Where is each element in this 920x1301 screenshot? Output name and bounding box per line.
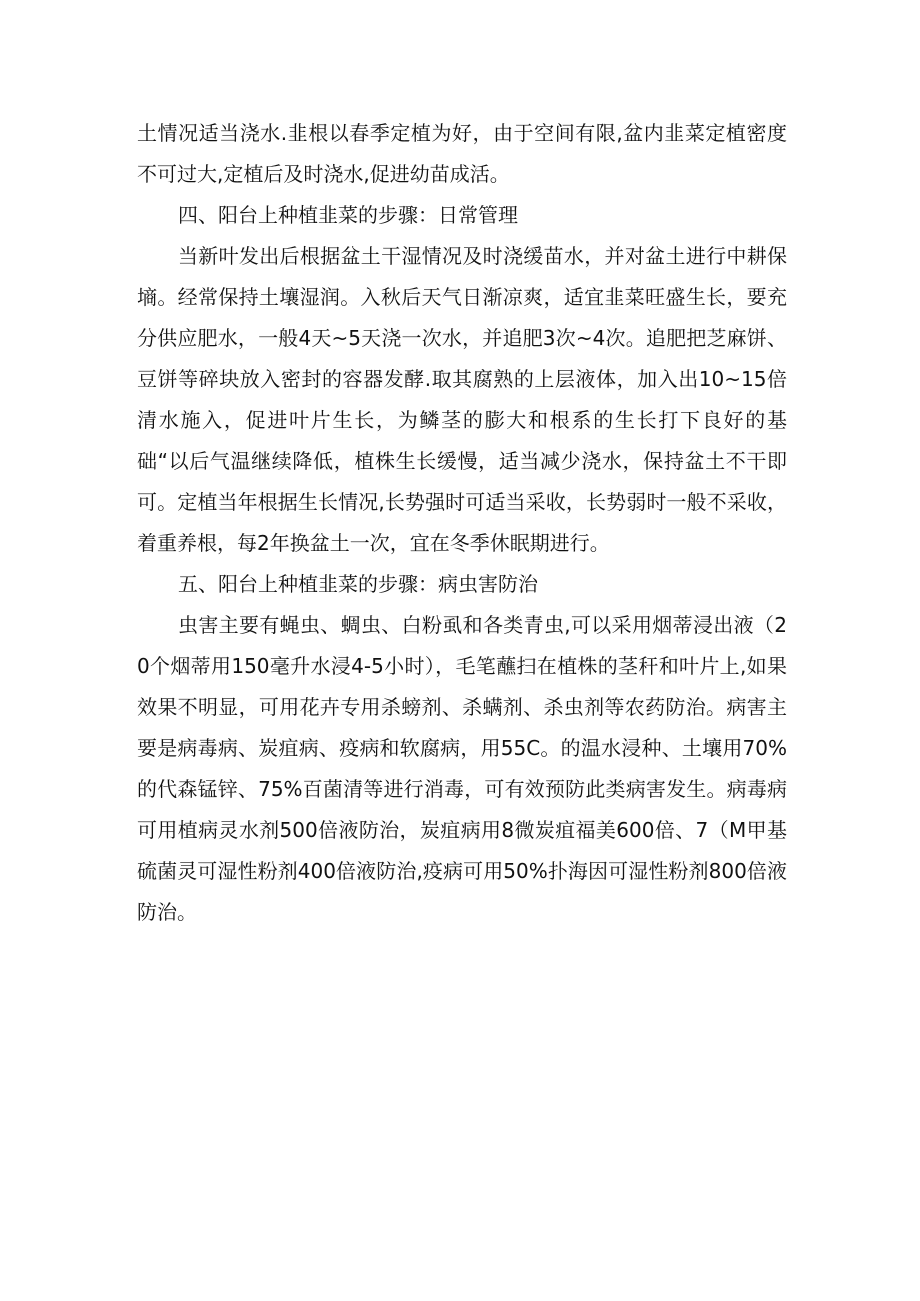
section-heading-pest-control: 五、阳台上种植韭菜的步骤：病虫害防治 — [178, 572, 538, 596]
section-heading-daily-management: 四、阳台上种植韭菜的步骤：日常管理 — [178, 203, 518, 227]
paragraph-daily-management: 当新叶发出后根据盆土干湿情况及时浇缓苗水，并对盆土进行中耕保墒。经常保持土壤湿润。入秋后天气日渐凉爽，适宜韭菜旺盛生长，要充分供应肥水，一般4天~5天浇一次水，并追肥3次~4次。追肥把芝麻饼、豆饼等碎块放入密封的容器发酵.取其腐熟的上层液体，加入出10~15倍清水施入，促进叶片生长，为鳞茎的膨大和根系的生长打下良好的基础“以后气温继续降低，植株生长缓慢，适当减少浇水，保持盆土不干即可。定植当年根据生长情况,长势强时可适当采收，长势弱时一般不采收，着重养根，每2年换盆土一次，宜在冬季休眠期进行。 — [137, 244, 787, 555]
paragraph-planting-continued: 土情况适当浇水.韭根以春季定植为好，由于空间有限,盆内韭菜定植密度不可过大,定植后及时浇水,促进幼苗成活。 — [137, 121, 787, 186]
paragraph-pest-control: 虫害主要有蝇虫、蜩虫、白粉虱和各类青虫,可以采用烟蒂浸出液（20个烟蒂用150毫升水浸4-5小时），毛笔蘸扫在植株的茎秆和叶片上,如果效果不明显，可用花卉专用杀螃剂、杀螨剂、杀虫剂等农药防治。病害主要是病毒病、炭疽病、疫病和软腐病，用55C。的温水浸种、土壤用70%的代森锰锌、75%百菌清等进行消毒，可有效预防此类病害发生。病毒病可用植病灵水剂500倍液防治，炭疽病用8微炭疽福美600倍、7（M甲基硫菌灵可湿性粉剂400倍液防治,疫病可用50%扑海因可湿性粉剂800倍液防治。 — [137, 613, 787, 924]
document-body — [137, 113, 787, 933]
